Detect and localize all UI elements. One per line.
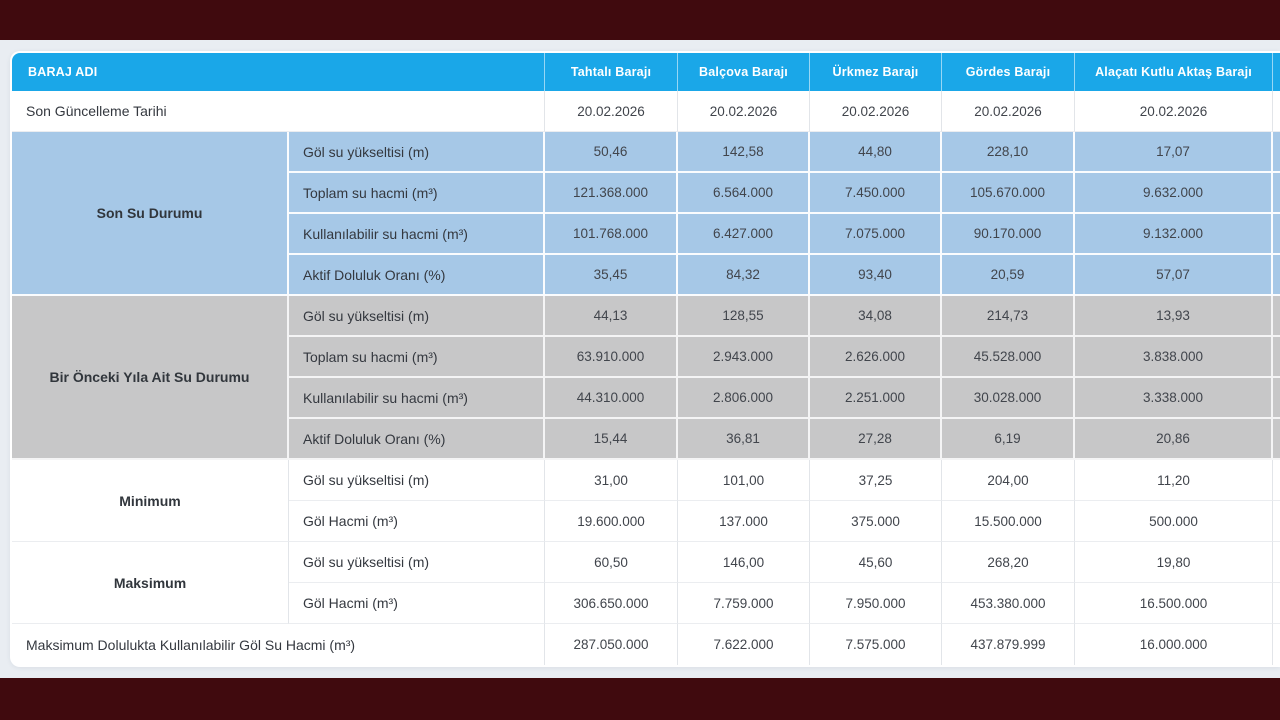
row-label: Göl Hacmi (m³): [289, 583, 545, 624]
cell-clipped: [1273, 542, 1280, 583]
row-label: Kullanılabilir su hacmi (m³): [289, 378, 545, 419]
cell-clipped: [1273, 460, 1280, 501]
cell: 146,00: [678, 542, 810, 583]
cell: 44.310.000: [545, 378, 678, 419]
cell: 228,10: [942, 132, 1075, 173]
cell: 142,58: [678, 132, 810, 173]
cell: 6,19: [942, 419, 1075, 460]
column-header-balcova: Balçova Barajı: [678, 53, 810, 91]
table-row: [12, 542, 1280, 583]
cell: 137.000: [678, 501, 810, 542]
column-header-gordes: Gördes Barajı: [942, 53, 1075, 91]
cell: 19.600.000: [545, 501, 678, 542]
cell: 2.626.000: [810, 337, 942, 378]
row-label: Aktif Doluluk Oranı (%): [289, 419, 545, 460]
cell: 7.450.000: [810, 173, 942, 214]
cell: 44,80: [810, 132, 942, 173]
cell: 19,80: [1075, 542, 1273, 583]
cell: 84,32: [678, 255, 810, 296]
dam-status-table: [12, 53, 1280, 665]
row-label: Göl su yükseltisi (m): [289, 542, 545, 583]
cell: 6.564.000: [678, 173, 810, 214]
section-label-onceki-yil: Bir Önceki Yıla Ait Su Durumu: [12, 296, 289, 460]
cell: 105.670.000: [942, 173, 1075, 214]
column-header-tahtali: Tahtalı Barajı: [545, 53, 678, 91]
cell: 15.500.000: [942, 501, 1075, 542]
cell-clipped: [1273, 296, 1280, 337]
row-label: Göl su yükseltisi (m): [289, 296, 545, 337]
cell: 20.02.2026: [1075, 91, 1273, 132]
table-row: [12, 132, 1280, 173]
row-label: Göl su yükseltisi (m): [289, 132, 545, 173]
section-label-son-su-durumu: Son Su Durumu: [12, 132, 289, 296]
cell: 2.943.000: [678, 337, 810, 378]
cell: 128,55: [678, 296, 810, 337]
table-row: [12, 460, 1280, 501]
table-row: [12, 296, 1280, 337]
cell: 20.02.2026: [545, 91, 678, 132]
cell: 7.622.000: [678, 624, 810, 665]
cell: 13,93: [1075, 296, 1273, 337]
row-label: Son Güncelleme Tarihi: [12, 91, 545, 132]
column-header-urkmez: Ürkmez Barajı: [810, 53, 942, 91]
column-header-clipped: [1273, 53, 1280, 91]
cell: 9.132.000: [1075, 214, 1273, 255]
cell: 3.338.000: [1075, 378, 1273, 419]
cell: 3.838.000: [1075, 337, 1273, 378]
cell: 437.879.999: [942, 624, 1075, 665]
row-label: Kullanılabilir su hacmi (m³): [289, 214, 545, 255]
cell: 20.02.2026: [942, 91, 1075, 132]
cell: 287.050.000: [545, 624, 678, 665]
bottom-banner: [0, 678, 1280, 720]
cell: 306.650.000: [545, 583, 678, 624]
top-banner: [0, 0, 1280, 40]
column-header-baraj-adi: BARAJ ADI: [12, 53, 545, 91]
cell-clipped: [1273, 337, 1280, 378]
section-label-maksimum: Maksimum: [12, 542, 289, 624]
cell: 121.368.000: [545, 173, 678, 214]
column-header-alacati: Alaçatı Kutlu Aktaş Barajı: [1075, 53, 1273, 91]
cell-clipped: [1273, 624, 1280, 665]
cell: 44,13: [545, 296, 678, 337]
cell-clipped: [1273, 583, 1280, 624]
cell: 60,50: [545, 542, 678, 583]
cell: 34,08: [810, 296, 942, 337]
cell: 16.000.000: [1075, 624, 1273, 665]
table-row-max-usable-volume: [12, 624, 1280, 665]
cell: 36,81: [678, 419, 810, 460]
cell: 11,20: [1075, 460, 1273, 501]
cell-clipped: [1273, 214, 1280, 255]
cell-clipped: [1273, 91, 1280, 132]
cell: 31,00: [545, 460, 678, 501]
table-row-update-date: [12, 91, 1280, 132]
cell: 20.02.2026: [810, 91, 942, 132]
cell: 27,28: [810, 419, 942, 460]
cell: 453.380.000: [942, 583, 1075, 624]
cell: 268,20: [942, 542, 1075, 583]
cell-clipped: [1273, 419, 1280, 460]
cell: 50,46: [545, 132, 678, 173]
cell: 101.768.000: [545, 214, 678, 255]
cell-clipped: [1273, 132, 1280, 173]
cell: 30.028.000: [942, 378, 1075, 419]
row-label: Maksimum Dolulukta Kullanılabilir Göl Su Hacmi (m³): [12, 624, 545, 665]
cell: 7.075.000: [810, 214, 942, 255]
row-label: Toplam su hacmi (m³): [289, 173, 545, 214]
cell: 9.632.000: [1075, 173, 1273, 214]
cell: 101,00: [678, 460, 810, 501]
section-label-minimum: Minimum: [12, 460, 289, 542]
cell: 214,73: [942, 296, 1075, 337]
cell: 20,59: [942, 255, 1075, 296]
cell: 375.000: [810, 501, 942, 542]
cell: 57,07: [1075, 255, 1273, 296]
cell: 93,40: [810, 255, 942, 296]
cell-clipped: [1273, 255, 1280, 296]
cell-clipped: [1273, 501, 1280, 542]
table-header-row: [12, 53, 1280, 91]
cell: 7.950.000: [810, 583, 942, 624]
cell: 20.02.2026: [678, 91, 810, 132]
cell: 63.910.000: [545, 337, 678, 378]
cell: 2.806.000: [678, 378, 810, 419]
cell: 15,44: [545, 419, 678, 460]
cell: 6.427.000: [678, 214, 810, 255]
cell: 500.000: [1075, 501, 1273, 542]
row-label: Toplam su hacmi (m³): [289, 337, 545, 378]
cell-clipped: [1273, 378, 1280, 419]
cell: 20,86: [1075, 419, 1273, 460]
row-label: Göl Hacmi (m³): [289, 501, 545, 542]
cell: 45,60: [810, 542, 942, 583]
cell-clipped: [1273, 173, 1280, 214]
cell: 16.500.000: [1075, 583, 1273, 624]
cell: 2.251.000: [810, 378, 942, 419]
cell: 45.528.000: [942, 337, 1075, 378]
dam-table-viewport: [10, 51, 1280, 667]
cell: 90.170.000: [942, 214, 1075, 255]
row-label: Aktif Doluluk Oranı (%): [289, 255, 545, 296]
cell: 204,00: [942, 460, 1075, 501]
cell: 37,25: [810, 460, 942, 501]
cell: 7.759.000: [678, 583, 810, 624]
cell: 35,45: [545, 255, 678, 296]
row-label: Göl su yükseltisi (m): [289, 460, 545, 501]
cell: 7.575.000: [810, 624, 942, 665]
cell: 17,07: [1075, 132, 1273, 173]
